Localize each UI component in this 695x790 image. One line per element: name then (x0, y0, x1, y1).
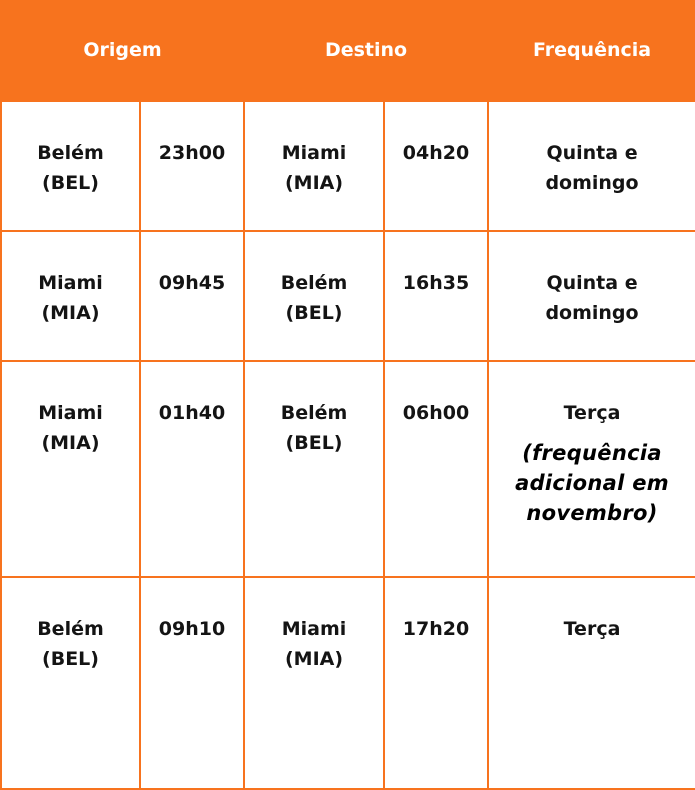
origin-city (1, 361, 140, 577)
arrival-time: 06h00 (384, 361, 488, 577)
frequency-text: Terça (563, 618, 621, 640)
destination-city-text: Miami (MIA) (281, 142, 347, 194)
frequency-note: (frequência adicional em novembro) (515, 441, 669, 525)
header-destination: Destino (244, 0, 488, 101)
origin-city-text: Miami (MIA) (38, 272, 103, 324)
destination-city (244, 101, 384, 231)
origin-city-text: Belém (BEL) (37, 142, 104, 194)
frequency (488, 577, 695, 789)
frequency-text: Terça (563, 402, 621, 424)
frequency-text: Quinta e domingo (545, 272, 639, 324)
destination-city-text: Belém (BEL) (280, 272, 348, 324)
origin-city-text: Miami (MIA) (38, 402, 103, 454)
destination-city (244, 577, 384, 789)
origin-city (1, 577, 140, 789)
table-row (1, 361, 695, 577)
destination-city-text: Belém (BEL) (280, 402, 348, 454)
origin-city-text: Belém (BEL) (37, 618, 104, 670)
frequency (488, 101, 695, 231)
departure-time: 09h10 (140, 577, 244, 789)
table-row (1, 231, 695, 361)
departure-time: 23h00 (140, 101, 244, 231)
origin-city (1, 231, 140, 361)
arrival-time: 16h35 (384, 231, 488, 361)
header-frequency: Frequência (488, 0, 695, 101)
header-row (1, 0, 695, 101)
table-row (1, 101, 695, 231)
arrival-time: 17h20 (384, 577, 488, 789)
frequency (488, 361, 695, 577)
destination-city (244, 231, 384, 361)
frequency-text: Quinta e domingo (545, 142, 639, 194)
destination-city (244, 361, 384, 577)
departure-time: 09h45 (140, 231, 244, 361)
departure-time: 01h40 (140, 361, 244, 577)
origin-city (1, 101, 140, 231)
frequency (488, 231, 695, 361)
destination-city-text: Miami (MIA) (281, 618, 347, 670)
header-origin: Origem (1, 0, 244, 101)
arrival-time: 04h20 (384, 101, 488, 231)
table-row (1, 577, 695, 789)
